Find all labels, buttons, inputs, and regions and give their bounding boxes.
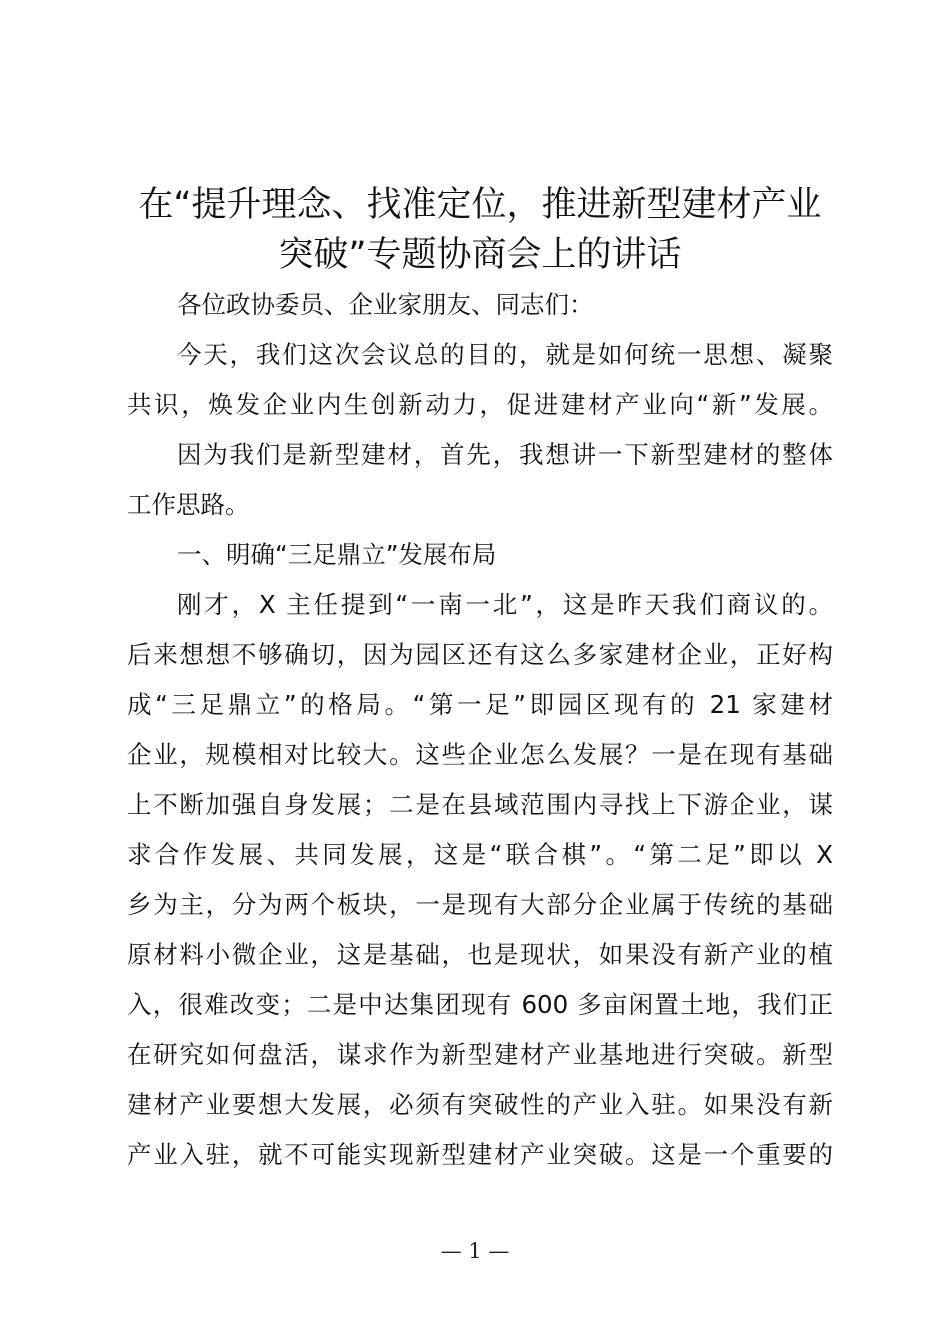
salutation: 各位政协委员、企业家朋友、同志们： bbox=[177, 290, 594, 319]
document-title bbox=[110, 180, 850, 280]
paragraph-line: 后来想想不够确切，因为园区还有这么多家建材企业，正好构 bbox=[127, 640, 833, 669]
paragraph-line: 乡为主，分为两个板块，一是现有大部分企业属于传统的基础 bbox=[127, 890, 833, 919]
paragraph-line: 共识，焕发企业内生创新动力，促进建材产业向“新”发展。 bbox=[127, 390, 833, 419]
paragraph-line: 入，很难改变；二是中达集团现有 600 多亩闲置土地，我们正 bbox=[127, 990, 833, 1019]
paragraph-line: 因为我们是新型建材，首先，我想讲一下新型建材的整体 bbox=[177, 440, 833, 469]
paragraph-line: 刚才，X 主任提到“一南一北”，这是昨天我们商议的。 bbox=[177, 590, 833, 619]
paragraph-line: 求合作发展、共同发展，这是“联合棋”。“第二足”即以 X bbox=[127, 840, 833, 869]
paragraph-line: 今天，我们这次会议总的目的，就是如何统一思想、凝聚 bbox=[177, 340, 833, 369]
paragraph-line: 上不断加强自身发展；二是在县域范围内寻找上下游企业，谋 bbox=[127, 790, 833, 819]
paragraph-line: 在研究如何盘活，谋求作为新型建材产业基地进行突破。新型 bbox=[127, 1040, 833, 1069]
section-heading: 一、明确“三足鼎立”发展布局 bbox=[177, 540, 497, 569]
paragraph-line: 企业，规模相对比较大。这些企业怎么发展？一是在现有基础 bbox=[127, 740, 833, 769]
paragraph-line: 成“三足鼎立”的格局。“第一足”即园区现有的 21 家建材 bbox=[127, 690, 833, 719]
title-line: 在“提升理念、找准定位，推进新型建材产业 bbox=[138, 185, 822, 225]
paragraph-line: 建材产业要想大发展，必须有突破性的产业入驻。如果没有新 bbox=[127, 1090, 833, 1119]
paragraph-line: 工作思路。 bbox=[127, 490, 250, 519]
title-line: 突破”专题协商会上的讲话 bbox=[278, 235, 682, 275]
paragraph-line: 产业入驻，就不可能实现新型建材产业突破。这是一个重要的 bbox=[127, 1140, 833, 1169]
page-number: — 1 — bbox=[440, 1239, 510, 1263]
paragraph-line: 原材料小微企业，这是基础，也是现状，如果没有新产业的植 bbox=[127, 940, 833, 969]
